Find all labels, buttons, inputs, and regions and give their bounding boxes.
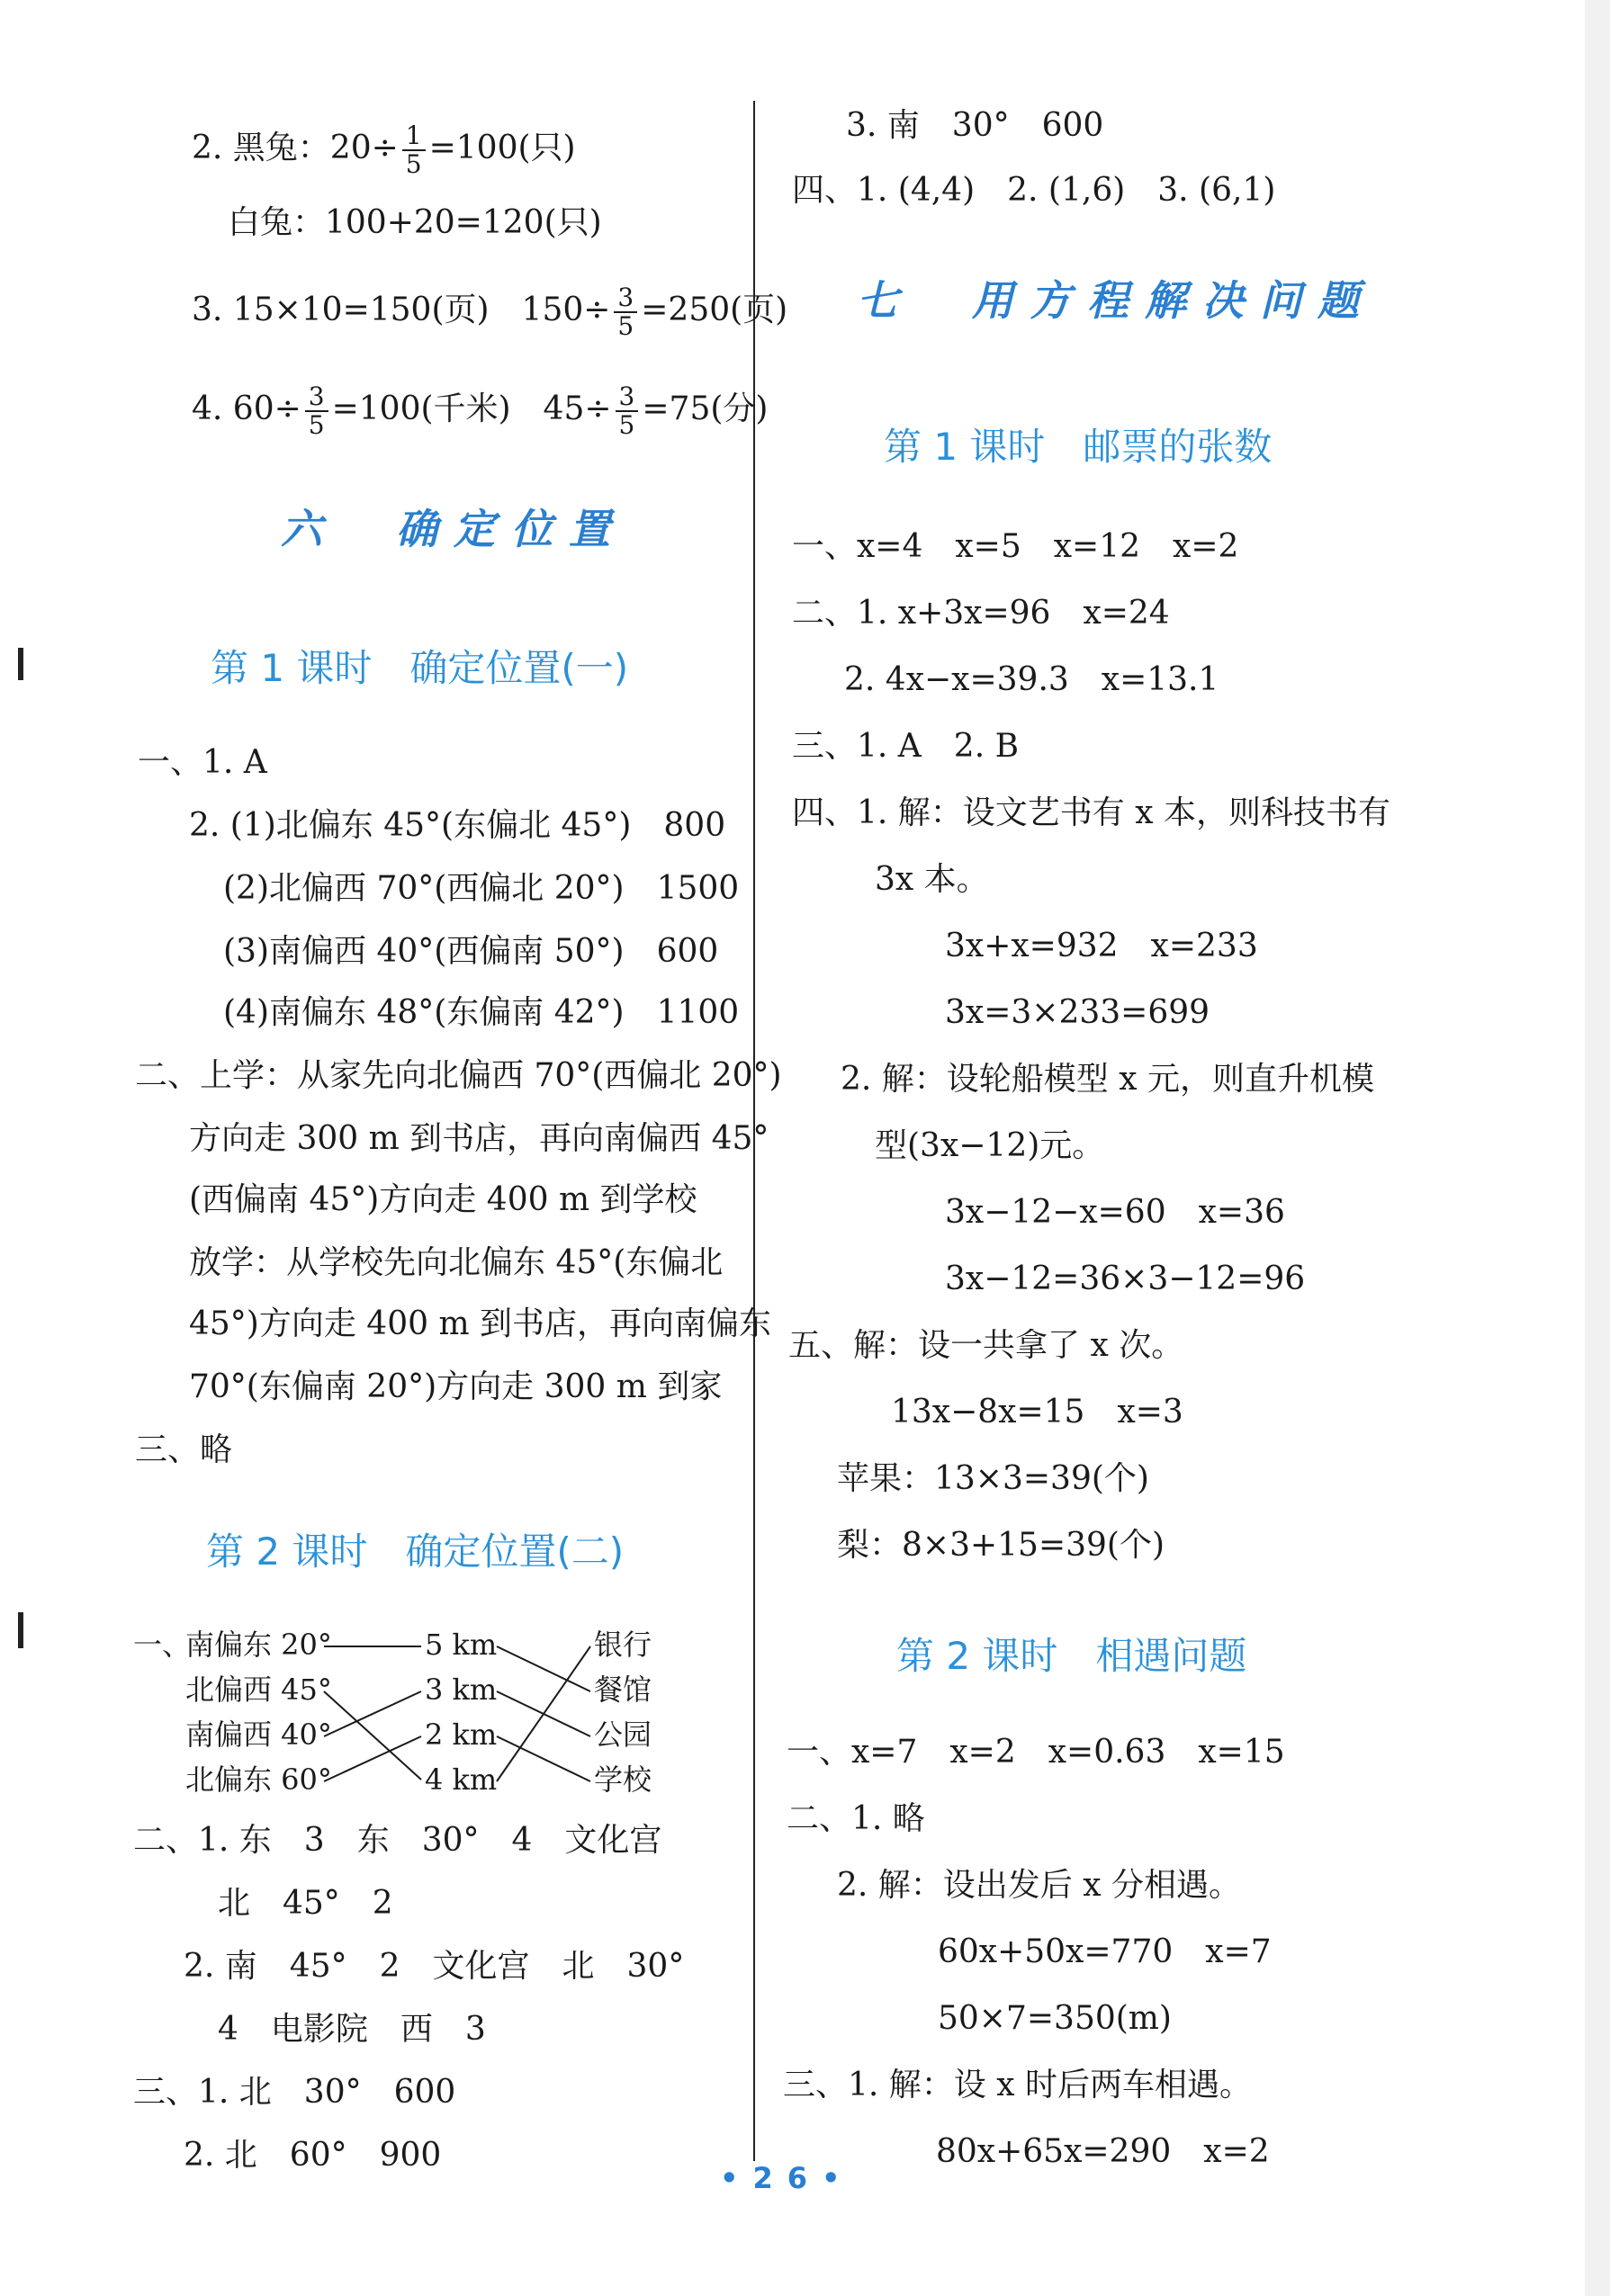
match-line-2	[324, 1691, 421, 1780]
match-line-7	[497, 1736, 590, 1781]
page-number	[720, 2161, 854, 2195]
s2-f: 70°(东偏南 20°)方向走 300 m 到家	[189, 1368, 723, 1405]
a2-2: 2. 4x−x=39.3 x=13.1	[844, 661, 1219, 698]
s2-a: 二、上学：从家先向北偏西 70°(西偏北 20°)	[135, 1057, 782, 1094]
match-mid-4: 4 km	[425, 1762, 498, 1797]
p2-2a: 2. 南 45° 2 文化宫 北 30°	[184, 1948, 685, 1985]
r-lesson-2-title: 第 2 课时 相遇问题	[896, 1634, 1247, 1678]
a4-2b: 型(3x−12)元。	[875, 1127, 1105, 1164]
match-line-3	[324, 1691, 421, 1736]
s1-1: 一、1. A	[138, 744, 267, 781]
a4-1b: 3x 本。	[875, 861, 989, 898]
a4-2c: 3x−12−x=60 x=36	[945, 1194, 1285, 1231]
s2-b: 方向走 300 m 到书店，再向南偏西 45°	[189, 1120, 769, 1157]
s1-2b: (2)北偏西 70°(西偏北 20°) 1500	[223, 870, 740, 907]
b2-2b: 60x+50x=770 x=7	[938, 1933, 1272, 1970]
q3-pages: 3. 15×10=150(页) 150÷ $\frac{3}{5}$ =250(页)	[192, 283, 788, 341]
s2-c: (西偏南 45°)方向走 400 m 到学校	[189, 1181, 697, 1218]
b3-1a: 三、1. 解：设 x 时后两车相遇。	[783, 2067, 1252, 2103]
match-prefix: 一、	[133, 1628, 192, 1662]
p2-1b: 北 45° 2	[218, 1885, 393, 1922]
match-mid-2: 3 km	[425, 1673, 498, 1707]
p2-2b: 4 电影院 西 3	[218, 2011, 486, 2048]
p3-1: 三、1. 北 30° 600	[133, 2074, 456, 2111]
match-right-2: 餐馆	[594, 1673, 652, 1707]
a4-1a: 四、1. 解：设文艺书有 x 本，则科技书有	[792, 794, 1390, 831]
page-number-text: 26	[752, 2161, 822, 2195]
r-3: 3. 南 30° 600	[846, 107, 1104, 144]
match-line-5	[497, 1646, 590, 1691]
match-right-3: 公园	[594, 1718, 652, 1752]
b1: 一、x=7 x=2 x=0.63 x=15	[787, 1734, 1285, 1771]
s1-2d: (4)南偏东 48°(东偏南 42°) 1100	[223, 994, 740, 1031]
p3-2: 2. 北 60° 900	[184, 2137, 442, 2174]
match-right-1: 银行	[594, 1628, 652, 1662]
a4-1d: 3x=3×233=699	[945, 994, 1210, 1031]
chapter-6-title: 六 确定位置	[281, 505, 626, 553]
s2-e: 45°)方向走 400 m 到书店，再向南偏东	[189, 1305, 772, 1342]
a1: 一、x=4 x=5 x=12 x=2	[792, 528, 1239, 565]
a4-2a: 2. 解：设轮船模型 x 元，则直升机模	[841, 1061, 1374, 1098]
a5a: 五、解：设一共拿了 x 次。	[788, 1327, 1184, 1364]
s3: 三、略	[135, 1431, 233, 1468]
a4-2d: 3x−12=36×3−12=96	[945, 1260, 1306, 1297]
page-dot-left: •	[720, 2161, 753, 2195]
a2-1: 二、1. x+3x=96 x=24	[792, 595, 1170, 632]
a4-1c: 3x+x=932 x=233	[945, 928, 1258, 964]
b2-2a: 2. 解：设出发后 x 分相遇。	[837, 1867, 1241, 1904]
b2-2c: 50×7=350(m)	[938, 2000, 1172, 2037]
lesson-1-title: 第 1 课时 确定位置(一)	[211, 646, 629, 690]
match-left-1: 南偏东 20°	[185, 1628, 332, 1662]
q2-white-rabbit: 白兔：100+20=120(只)	[228, 204, 602, 241]
match-left-3: 南偏西 40°	[185, 1718, 332, 1752]
chapter-7-title: 七 用方程解决问题	[857, 276, 1375, 325]
match-left-2: 北偏西 45°	[185, 1673, 332, 1707]
b3-1b: 80x+65x=290 x=2	[936, 2133, 1270, 2170]
page-dot-right: •	[821, 2161, 855, 2195]
a5b: 13x−8x=15 x=3	[891, 1394, 1183, 1431]
s1-2c: (3)南偏西 40°(西偏南 50°) 600	[223, 933, 719, 970]
p2-1a: 二、1. 东 3 东 30° 4 文化宫	[133, 1822, 662, 1859]
match-left-4: 北偏东 60°	[185, 1762, 332, 1797]
match-mid-3: 2 km	[425, 1718, 498, 1752]
match-right-4: 学校	[594, 1762, 652, 1797]
match-line-4	[324, 1736, 421, 1781]
a5d: 梨：8×3+15=39(个)	[837, 1527, 1165, 1564]
lesson-2-title: 第 2 课时 确定位置(二)	[206, 1529, 625, 1574]
q2-black-rabbit: 2. 黑兔：20÷ $\frac{1}{5}$ =100(只)	[192, 121, 576, 179]
match-line-8	[497, 1646, 590, 1781]
r-4: 四、1. (4,4) 2. (1,6) 3. (6,1)	[792, 172, 1276, 209]
b2-1: 二、1. 略	[787, 1800, 925, 1837]
a5c: 苹果：13×3=39(个)	[837, 1460, 1149, 1497]
s1-2a: 2. (1)北偏东 45°(东偏北 45°) 800	[189, 807, 726, 844]
s2-d: 放学：从学校先向北偏东 45°(东偏北	[189, 1244, 724, 1281]
r-lesson-1-title: 第 1 课时 邮票的张数	[884, 425, 1273, 469]
a3: 三、1. A 2. B	[792, 728, 1020, 765]
match-mid-1: 5 km	[425, 1628, 498, 1662]
q4-distance: 4. 60÷ $\frac{3}{5}$ =100(千米) 45÷ $\frac{3}{5}$ =75(分)	[192, 381, 769, 440]
